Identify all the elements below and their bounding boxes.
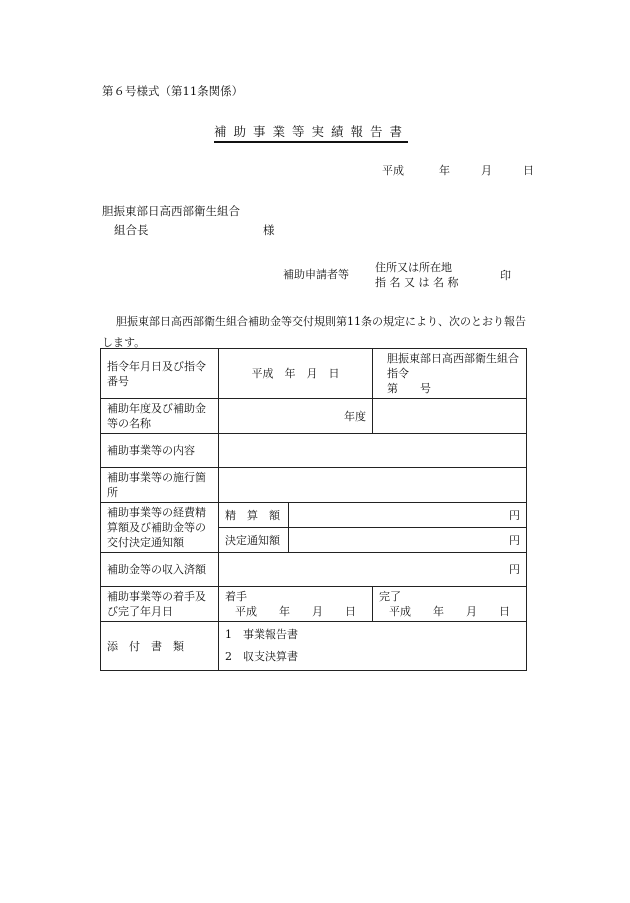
report-statement-text: 胆振東部日高西部衛生組合補助金等交付規則第11条の規定により、次のとおり報告します。 — [102, 315, 526, 349]
table-row-location — [101, 468, 527, 503]
label-location: 補助事業等の施行箇所 — [101, 468, 219, 503]
end-cell — [373, 587, 527, 622]
table-row-subsidy-name — [101, 399, 527, 434]
directive-number-cell — [373, 349, 527, 399]
seal-mark: 印 — [500, 269, 511, 282]
addressee-honorific: 様 — [263, 223, 275, 237]
directive-date: 平成 年 月 日 — [219, 349, 373, 399]
addressee-organization: 胆振東部日高西部衛生組合 — [102, 204, 240, 218]
table-row-content — [101, 434, 527, 468]
directive-number: 第 号 — [387, 382, 432, 395]
applicant-label: 補助申請者等 — [283, 268, 349, 281]
end-label: 完了 — [379, 590, 402, 603]
directive-org: 胆振東部日高西部衛生組合指令 — [387, 352, 520, 380]
document-title: 補助事業等実績報告書 — [214, 122, 408, 143]
decision-label: 決定通知額 — [219, 528, 289, 553]
table-row-received — [101, 553, 527, 587]
report-table — [100, 348, 527, 671]
start-label: 着手 — [225, 590, 247, 603]
label-content: 補助事業等の内容 — [101, 434, 219, 468]
applicant-address-label: 住所又は所在地 — [375, 261, 452, 274]
label-directive: 指令年月日及び指令番号 — [101, 349, 219, 399]
subsidy-name-value — [373, 399, 527, 434]
table-row-period — [101, 587, 527, 622]
label-attachments: 添 付 書 類 — [101, 622, 219, 671]
date-year: 年 — [439, 164, 450, 177]
label-received: 補助金等の収入済額 — [101, 553, 219, 587]
content-value — [219, 434, 527, 468]
addressee-title: 組合長 — [114, 223, 149, 237]
applicant-fields — [375, 260, 458, 290]
subsidy-year: 年度 — [219, 399, 373, 434]
attachment-item: 1 事業報告書 — [225, 628, 298, 641]
label-subsidy-name: 補助年度及び補助金等の名称 — [101, 399, 219, 434]
date-day: 日 — [523, 164, 534, 177]
report-date — [382, 162, 534, 178]
table-row-attachments — [101, 622, 527, 671]
attachment-item: 2 収支決算書 — [225, 650, 298, 663]
date-era: 平成 — [382, 164, 404, 177]
form-number: 第６号様式（第11条関係） — [102, 84, 244, 98]
attachments-list — [219, 622, 527, 671]
settlement-amount: 円 — [289, 503, 527, 528]
location-value — [219, 468, 527, 503]
table-row-settlement — [101, 503, 527, 528]
start-date: 平成 年 月 日 — [235, 605, 356, 618]
settlement-label: 精 算 額 — [219, 503, 289, 528]
report-statement — [102, 311, 527, 353]
applicant-name-label: 指 名 又 は 名 称 — [375, 276, 459, 289]
received-amount: 円 — [219, 553, 527, 587]
label-expense: 補助事業等の経費精算額及び補助金等の交付決定通知額 — [101, 503, 219, 553]
table-row-directive — [101, 349, 527, 399]
end-date: 平成 年 月 日 — [389, 605, 511, 618]
label-period: 補助事業等の着手及び完了年月日 — [101, 587, 219, 622]
start-cell — [219, 587, 373, 622]
decision-amount: 円 — [289, 528, 527, 553]
date-month: 月 — [481, 164, 492, 177]
